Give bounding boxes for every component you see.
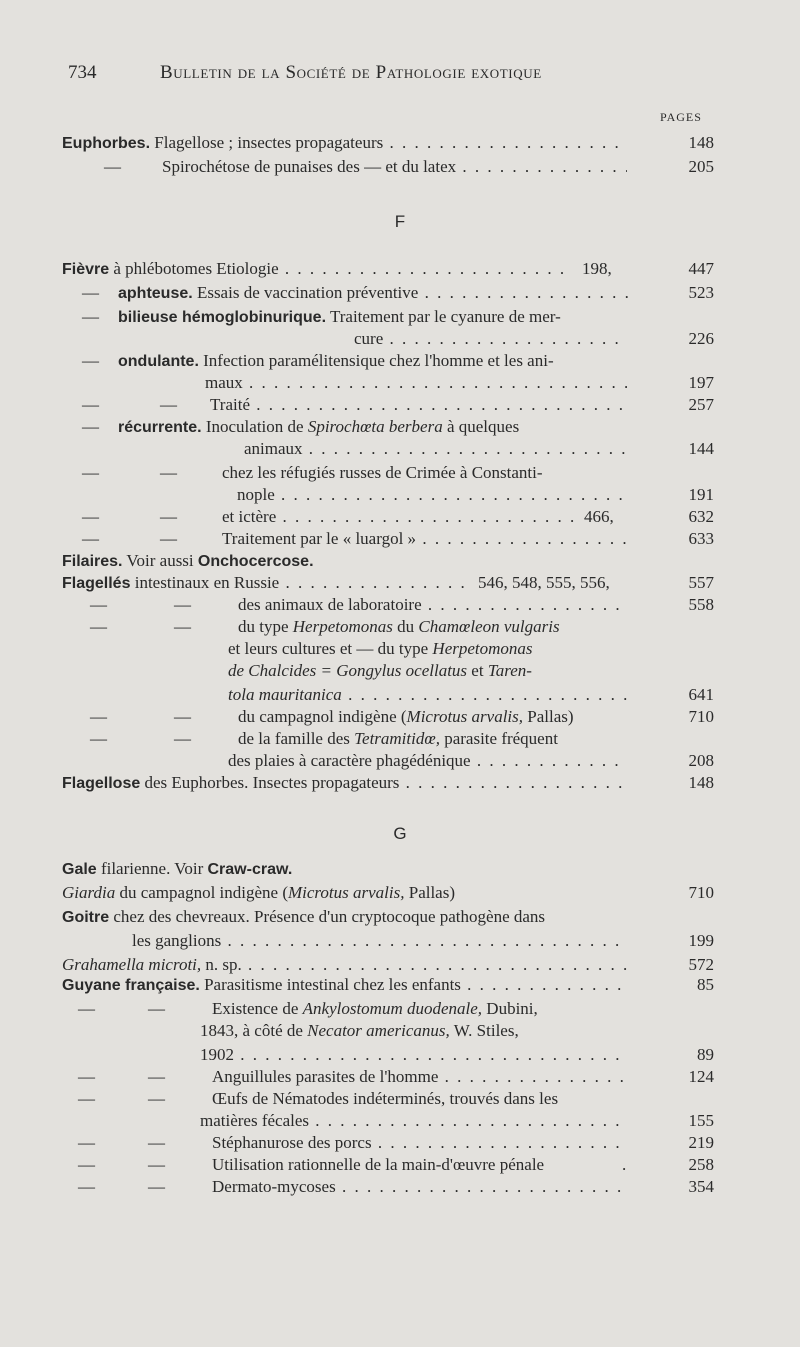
index-entry: Euphorbes. Flagellose ; insectes propagateurs . . . 148	[62, 130, 712, 156]
pages-column-label: PAGES	[660, 110, 702, 124]
index-entry: — — de la famille des Tetramitidœ, parasite fréquent	[90, 729, 558, 748]
page-ref: 226	[688, 329, 714, 348]
page-ref: 641	[688, 685, 714, 704]
index-entry: — — Traité . . . 257	[62, 392, 712, 418]
index-entry: animaux . . . 144	[62, 436, 712, 462]
index-entry: Fièvre à phlébotomes Etiologie . . . 198, 447	[62, 256, 712, 282]
index-entry: — bilieuse hémoglobinurique. Traitement par le cyanure de mer-	[82, 307, 561, 326]
page-ref: 148	[688, 773, 714, 792]
page-ref: 557	[688, 573, 714, 592]
index-entry: Grahamella microti, n. sp. . . . 572	[62, 952, 712, 978]
index-entry: Gale filarienne. Voir Craw-craw.	[62, 859, 293, 878]
page-ref: 633	[688, 529, 714, 548]
index-entry: — — chez les réfugiés russes de Crimée à Constanti-	[82, 463, 543, 482]
index-entry: — — Anguillules parasites de l'homme . . . 124	[62, 1064, 712, 1090]
page-ref: 199	[688, 931, 714, 950]
page-ref: 558	[688, 595, 714, 614]
index-entry: et leurs cultures et — du type Herpetomonas	[228, 639, 533, 658]
page-ref: 205	[688, 157, 714, 176]
index-entry: — aphteuse. Essais de vaccination préventive . . . 523	[62, 280, 712, 306]
page-ref: 85	[697, 975, 714, 994]
page-ref: 257	[688, 395, 714, 414]
section-letter: G	[393, 824, 407, 843]
index-entry: — — Dermato-mycoses . . . 354	[62, 1174, 712, 1200]
page-ref: 191	[688, 485, 714, 504]
index-entry: des plaies à caractère phagédénique . . . 208	[62, 748, 712, 774]
page-ref: 710	[688, 883, 714, 902]
index-entry: 1843, à côté de Necator americanus, W. Stiles,	[200, 1021, 519, 1040]
page-ref: 155	[688, 1111, 714, 1130]
running-title: Bulletin de la Société de Pathologie exotique	[160, 62, 542, 83]
page-ref: 124	[688, 1067, 714, 1086]
index-entry: cure . . . 226	[62, 326, 712, 352]
index-entry: Flagellés intestinaux en Russie . . . 546, 548, 555, 556, 557	[62, 570, 712, 596]
page-ref: 89	[697, 1045, 714, 1064]
index-entry: 1902 . . . 89	[62, 1042, 712, 1068]
page-number: 734	[68, 62, 97, 83]
index-entry: les ganglions . . . 199	[62, 928, 712, 954]
page-ref: 144	[688, 439, 714, 458]
index-entry: de Chalcides = Gongylus ocellatus et Taren-	[228, 661, 532, 680]
page-ref: 572	[688, 955, 714, 974]
index-entry: — — du campagnol indigène (Microtus arvalis, Pallas) 710	[62, 704, 712, 730]
index-entry: Filaires. Voir aussi Onchocercose.	[62, 551, 314, 570]
index-entry: Goitre chez des chevreaux. Présence d'un cryptocoque pathogène dans	[62, 907, 546, 926]
index-entry: Giardia du campagnol indigène (Microtus arvalis, Pallas) 710	[62, 880, 712, 906]
index-entry: — ondulante. Infection paramélitensique chez l'homme et les ani-	[82, 351, 554, 370]
page-ref: 447	[688, 259, 714, 278]
page-ref: 208	[688, 751, 714, 770]
index-entry: Guyane française. Parasitisme intestinal chez les enfants . . . 85	[62, 972, 712, 998]
index-entry: — — Utilisation rationnelle de la main-d'œuvre pénale . 258	[62, 1152, 712, 1178]
index-entry: Flagellose des Euphorbes. Insectes propagateurs . . . 148	[62, 770, 712, 796]
index-entry: — — et ictère . . . 466, 632	[62, 504, 712, 530]
index-entry: — — Stéphanurose des porcs . . . 219	[62, 1130, 712, 1156]
index-entry: — — Œufs de Nématodes indéterminés, trouvés dans les	[78, 1089, 559, 1108]
index-entry: — récurrente. Inoculation de Spirochœta berbera à quelques	[82, 417, 520, 436]
page-ref: 148	[688, 133, 714, 152]
index-entry: — — des animaux de laboratoire . . . 558	[62, 592, 712, 618]
page-ref: 710	[688, 707, 714, 726]
page-ref: 219	[688, 1133, 714, 1152]
index-entry: maux . . . 197	[62, 370, 712, 396]
index-entry: — — Traitement par le « luargol » . . . 633	[62, 526, 712, 552]
page-ref: 258	[688, 1155, 714, 1174]
page-ref: 523	[688, 283, 714, 302]
index-entry: — Spirochétose de punaises des — et du latex . . . 205	[62, 154, 712, 180]
index-entry: matières fécales . . . 155	[62, 1108, 712, 1134]
page-ref: 632	[688, 507, 714, 526]
index-entry: nople . . . 191	[62, 482, 712, 508]
page-header	[68, 62, 728, 86]
page-ref: 354	[688, 1177, 714, 1196]
index-entry: — — Existence de Ankylostomum duodenale, Dubini,	[78, 999, 538, 1018]
section-letter: F	[394, 212, 406, 231]
index-entry: — — du type Herpetomonas du Chamœleon vulgaris	[90, 617, 560, 636]
page-ref: 197	[688, 373, 714, 392]
index-entry: tola mauritanica . . . 641	[62, 682, 712, 708]
